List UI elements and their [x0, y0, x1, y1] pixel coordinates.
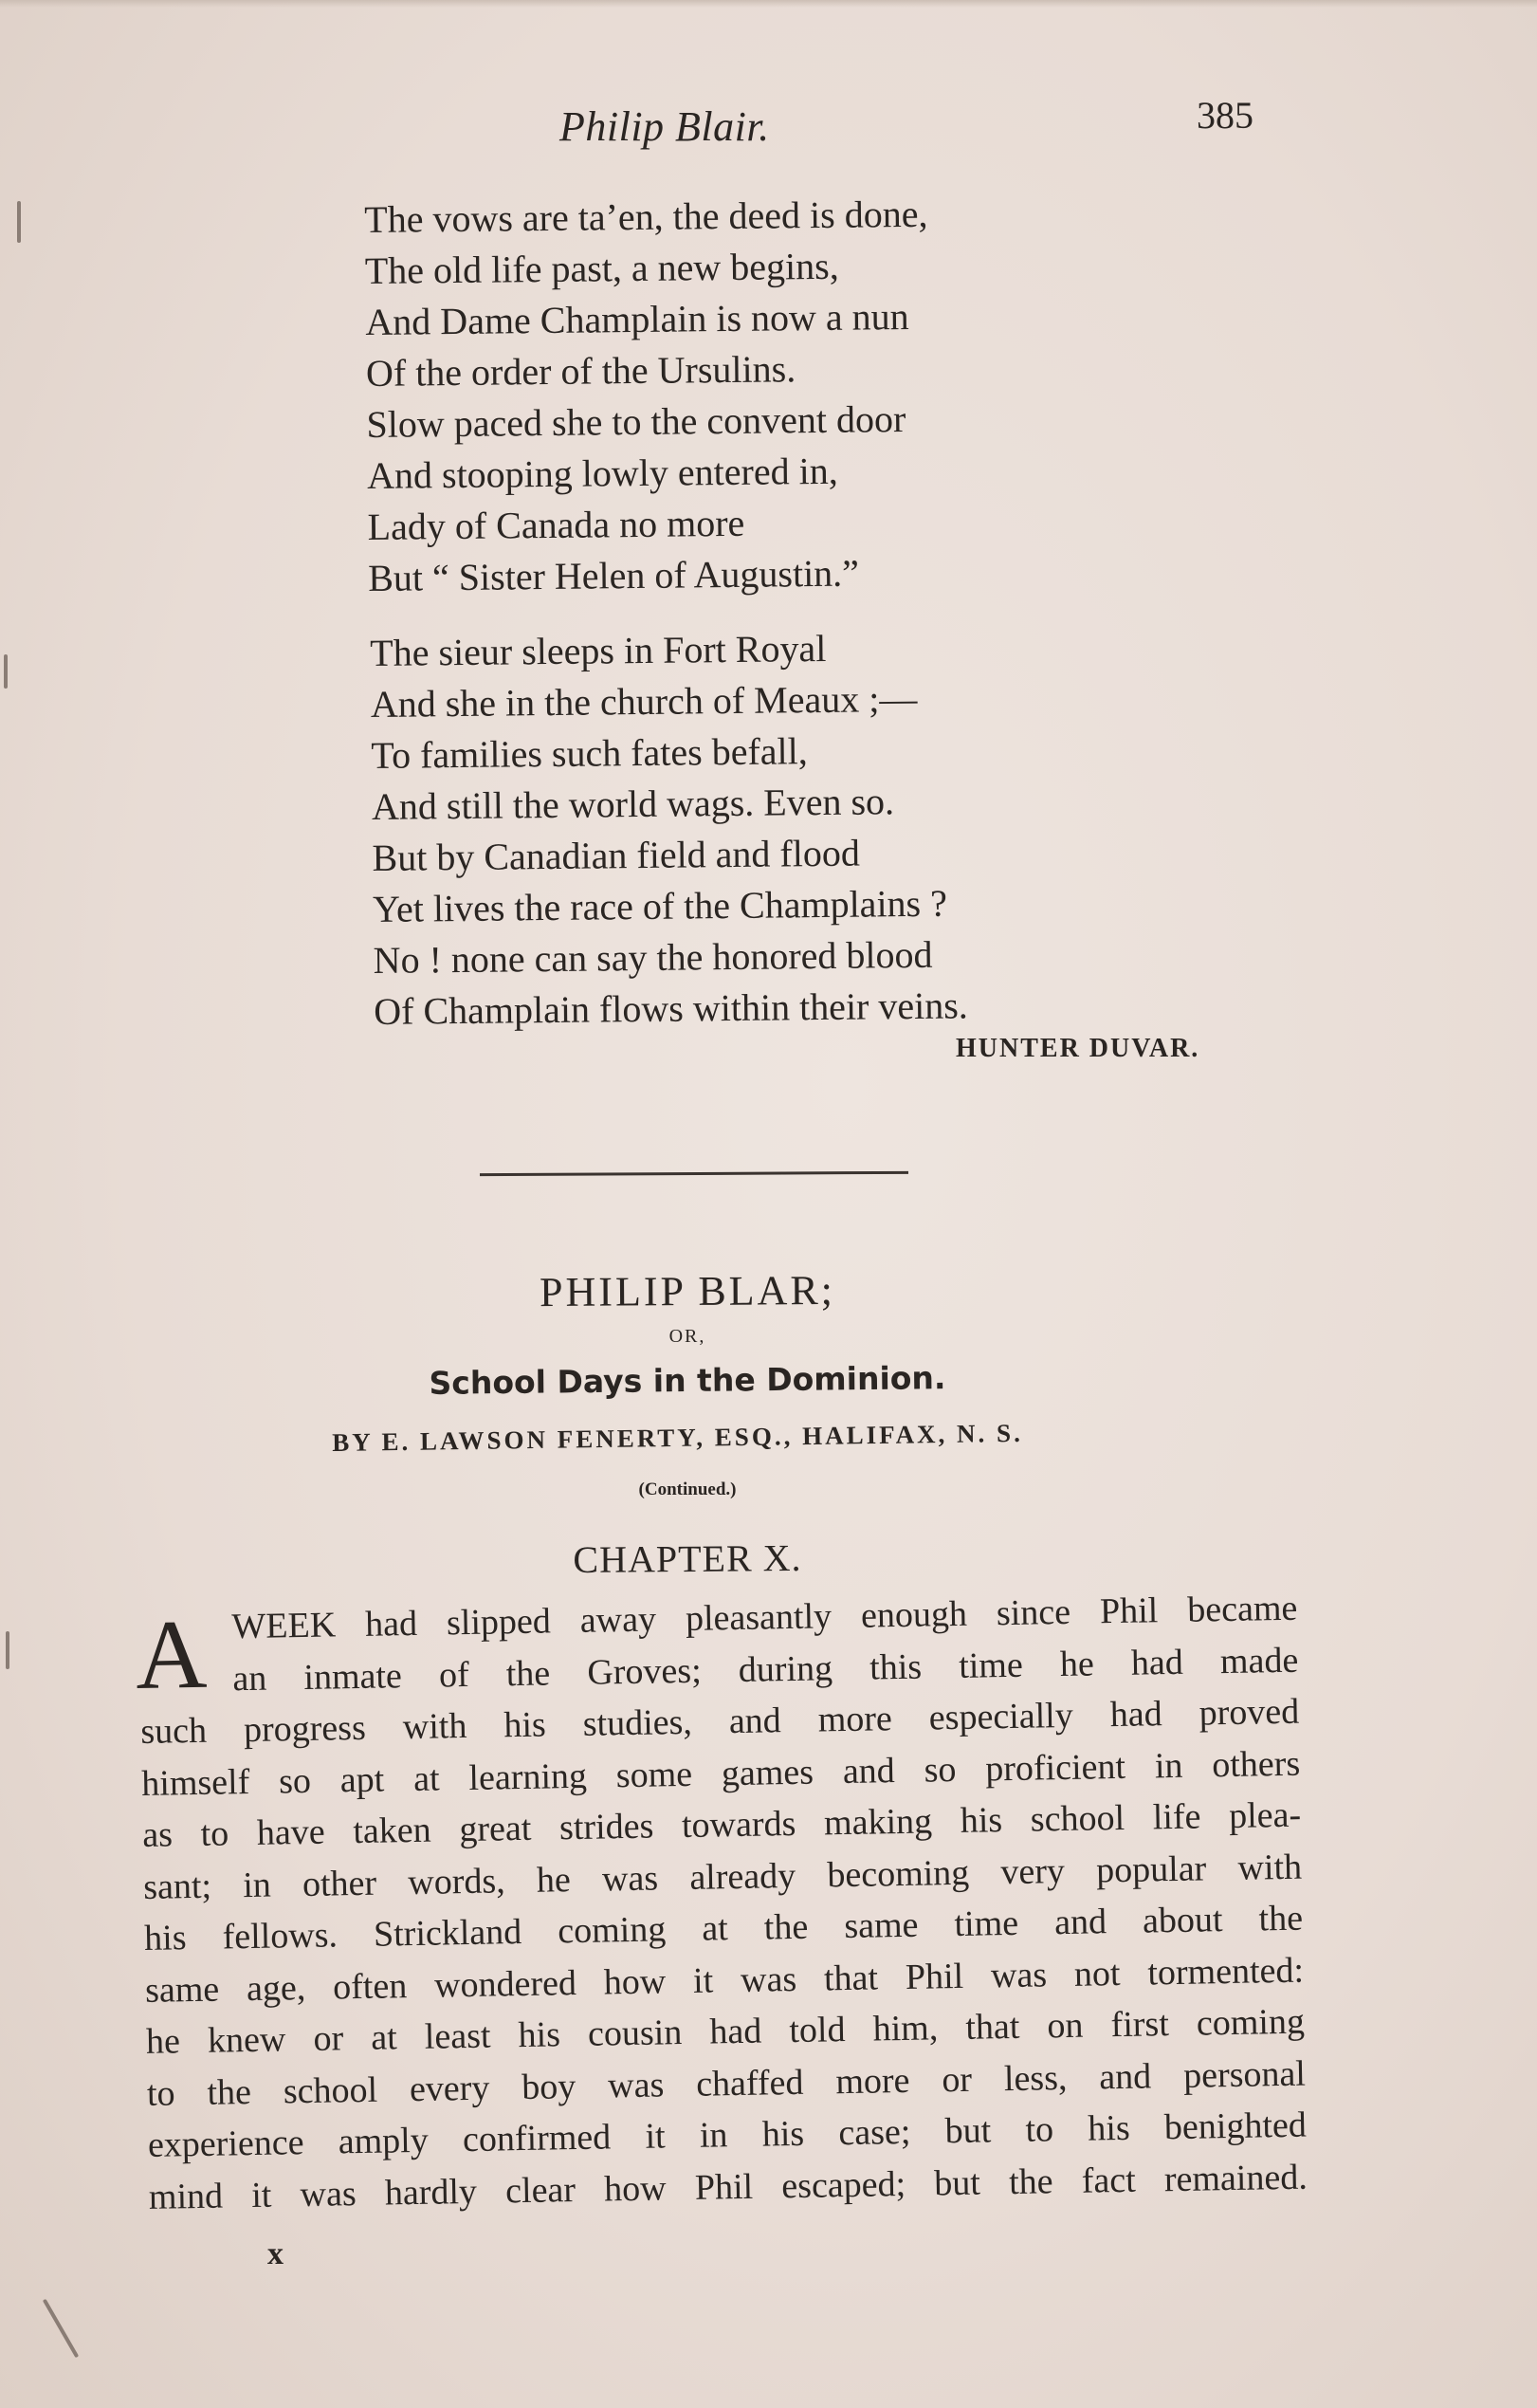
body-line: himself so apt at learning some games and so proficient in others	[140, 1743, 1301, 1804]
article-or: OR,	[668, 1326, 706, 1347]
poem-author: HUNTER DUVAR.	[956, 1034, 1200, 1063]
verse-line: To families such fates befall,	[371, 729, 808, 777]
page-top-edge	[0, 0, 1537, 8]
chapter-body	[134, 1583, 1308, 2223]
verse-line: Of the order of the Ursulins.	[365, 347, 796, 395]
verse-line: And Dame Champlain is now a nun	[365, 294, 909, 343]
verse-line: But by Canadian field and flood	[372, 831, 861, 879]
body-line: WEEK had slipped away pleasantly enough since Phil became	[231, 1588, 1298, 1647]
verse-line: And still the world wags. Even so.	[371, 780, 895, 828]
article-continued: (Continued.)	[638, 1480, 737, 1499]
verse-line: But “ Sister Helen of Augustin.”	[368, 551, 860, 599]
section-divider	[480, 1171, 908, 1176]
body-line: mind it was hardly clear how Phil escaped; but the fact remained.	[148, 2157, 1308, 2217]
page-edge-nick	[6, 1631, 9, 1669]
poem-stanza-2	[370, 621, 968, 1038]
verse-line: Of Champlain flows within their veins.	[374, 983, 969, 1033]
article-byline: BY E. LAWSON FENERTY, ESQ., HALIFAX, N. S.	[332, 1418, 1024, 1457]
printer-signature-mark: x	[267, 2236, 284, 2271]
chapter-heading: CHAPTER X.	[573, 1535, 802, 1582]
body-line: he knew or at least his cousin had told him, that on first coming	[145, 2001, 1306, 2062]
verse-line: The sieur sleeps in Fort Royal	[370, 626, 827, 674]
body-line: such progress with his studies, and more especially had proved	[140, 1691, 1300, 1752]
verse-line: The vows are ta’en, the deed is done,	[364, 192, 928, 241]
verse-line: Lady of Canada no more	[367, 501, 745, 548]
page-number: 385	[1197, 94, 1253, 137]
drop-cap: A	[134, 1599, 209, 1711]
article-subtitle: School Days in the Dominion.	[429, 1359, 946, 1402]
body-line: an inmate of the Groves; during this time he had made	[232, 1640, 1299, 1699]
body-line: his fellows. Strickland coming at the same time and about the	[143, 1898, 1304, 1958]
verse-line: And stooping lowly entered in,	[366, 449, 838, 497]
poem-stanza-1	[364, 189, 932, 604]
body-line: experience amply confirmed it in his case; but to his benighted	[147, 2105, 1308, 2165]
article-title: PHILIP BLAR;	[539, 1266, 836, 1316]
body-line: to the school every boy was chaffed more or less, and personal	[146, 2053, 1307, 2114]
running-head: Philip Blair.	[559, 103, 770, 150]
page-edge-nick	[17, 201, 21, 243]
verse-line: Slow paced she to the convent door	[366, 397, 906, 446]
body-line: as to have taken great strides towards making his school life plea-	[141, 1794, 1302, 1855]
verse-line: And she in the church of Meaux ;—	[370, 676, 918, 726]
verse-line: Yet lives the race of the Champlains ?	[372, 881, 948, 930]
verse-line: The old life past, a new begins,	[364, 244, 839, 292]
page-edge-nick	[4, 654, 8, 689]
body-line: sant; in other words, he was already becoming very popular with	[142, 1847, 1303, 1907]
page-edge-nick	[43, 2299, 79, 2359]
verse-line: No ! none can say the honored blood	[373, 932, 933, 982]
body-line: same age, often wondered how it was that Phil was not tormented:	[144, 1950, 1305, 2011]
